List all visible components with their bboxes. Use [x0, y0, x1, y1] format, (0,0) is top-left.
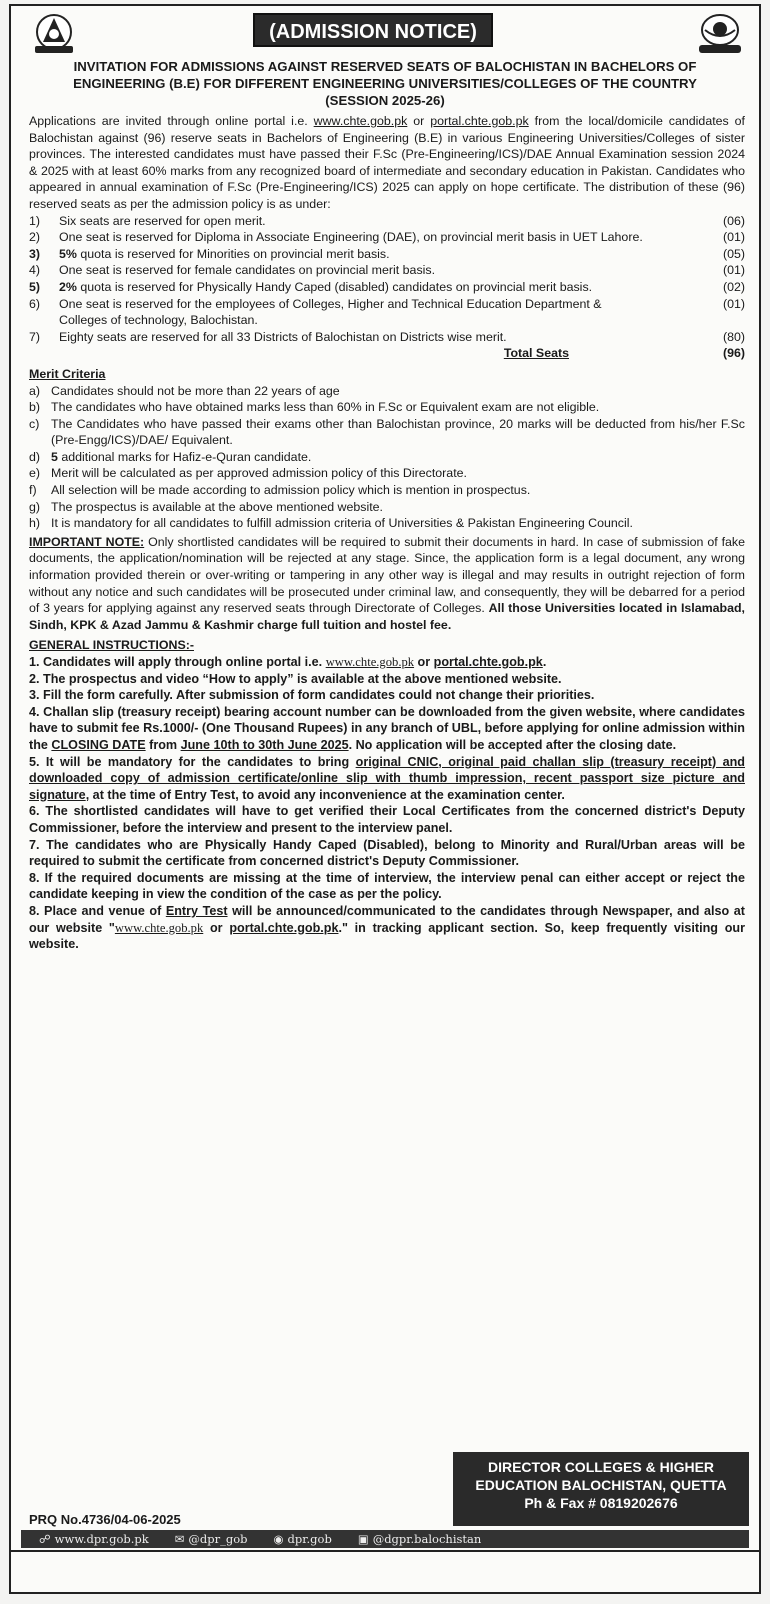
instruction-item	[29, 903, 745, 953]
seat-distribution-list	[29, 213, 745, 362]
seat-number: 6)	[29, 296, 41, 311]
merit-criteria-list	[29, 383, 745, 532]
seat-item	[29, 213, 745, 230]
criteria-text-rest: additional marks for Hafiz-e-Quran candidate.	[57, 449, 312, 464]
criteria-text: Candidates should not be more than 22 years of age	[51, 383, 340, 398]
instruction-text: .	[542, 655, 547, 669]
instruction-text: , at the time of Entry Test, to avoid any inconvenience at the examination center.	[85, 787, 565, 802]
seat-item	[29, 229, 745, 246]
total-seats-row	[29, 345, 745, 362]
seat-count: (01)	[722, 296, 745, 311]
criteria-text: The Candidates who have passed their exams other than Balochistan province, 20 marks will be deducted from his/her F.Sc (Pre-Engg/ICS)/DAE/ Equivalent.	[51, 416, 745, 448]
social-media-strip	[21, 1530, 749, 1548]
director-phone: Ph & Fax # 0819202676	[524, 1495, 678, 1511]
seat-item	[29, 279, 745, 296]
criteria-item	[29, 383, 745, 400]
instruction-item: 7. The candidates who are Physically Handy Caped (Disabled), belong to Minority and Rural/Urban areas will be required to submit the certificate from concerned district's Deputy Commissioner.	[29, 837, 745, 869]
instruction-text: 1. Candidates will apply through online portal i.e.	[29, 655, 326, 669]
criteria-text: The candidates who have obtained marks less than 60% in F.Sc or Equivalent exam are not eligible.	[51, 400, 600, 415]
criteria-text: It is mandatory for all candidates to fulfill admission criteria of Universities & Pakistan Engineering Council.	[51, 516, 633, 531]
instruction-text: from	[145, 737, 181, 752]
closing-date-range: June 10th to 30th June 2025	[180, 737, 349, 752]
chte-website-link[interactable]: www.chte.gob.pk	[313, 114, 408, 128]
instruction-item: 2. The prospectus and video “How to apply” is available at the above mentioned website.	[29, 671, 562, 686]
prq-number: PRQ No.4736/04-06-2025	[29, 1512, 181, 1527]
instruction-item	[29, 654, 745, 671]
social-instagram-text: dpr.gob	[287, 1532, 332, 1546]
bottom-divider	[11, 1550, 759, 1592]
notice-header	[11, 6, 759, 64]
closing-date-label: CLOSING DATE	[51, 737, 146, 752]
portal-link[interactable]: portal.chte.gob.pk	[229, 920, 339, 935]
directorate-seal-logo	[695, 12, 745, 56]
seat-text-rest: quota is reserved for Minorities on provincial merit basis.	[76, 246, 390, 261]
director-office-line: EDUCATION BALOCHISTAN, QUETTA	[475, 1477, 727, 1493]
criteria-item	[29, 499, 745, 516]
important-note	[29, 534, 745, 634]
globe-icon: ☍	[39, 1532, 51, 1546]
notice-headline: INVITATION FOR ADMISSIONS AGAINST RESERVED SEATS OF BALOCHISTAN IN BACHELORS OF ENGINEERING (B.E) FOR DIFFERENT ENGINEERING UNIVERSITIES/COLLEGES OF THE COUNTRY (SESSION 2025-26)	[73, 59, 697, 108]
entry-test-label: Entry Test	[165, 903, 228, 918]
total-seats-count: (96)	[722, 346, 745, 361]
seat-number: 3)	[29, 246, 41, 261]
criteria-text: Merit will be calculated as per approved admission policy of this Directorate.	[51, 466, 467, 481]
criteria-letter: e)	[29, 466, 41, 481]
instruction-text: 5. It will be mandatory for the candidates to bring	[29, 754, 356, 769]
criteria-bold: 5	[51, 449, 58, 464]
instruction-text: ." in tracking applicant section. So, keep frequently visiting our website.	[29, 920, 746, 952]
seat-item	[29, 329, 745, 346]
instruction-text: 8. Place and venue of	[29, 903, 166, 918]
government-emblem-logo	[29, 12, 79, 56]
criteria-letter: b)	[29, 400, 41, 415]
social-instagram[interactable]	[274, 1530, 332, 1548]
criteria-item	[29, 465, 745, 482]
twitter-icon: ✉	[174, 1532, 185, 1546]
seat-count: (01)	[722, 263, 745, 278]
intro-text: or	[407, 114, 431, 128]
social-website-text: www.dpr.gob.pk	[54, 1532, 149, 1546]
seat-text	[59, 279, 667, 296]
seat-count: (05)	[722, 246, 745, 261]
criteria-letter: g)	[29, 499, 41, 514]
general-instructions-heading: GENERAL INSTRUCTIONS:-	[29, 638, 194, 653]
seat-item	[29, 246, 745, 263]
criteria-letter: d)	[29, 449, 41, 464]
criteria-letter: c)	[29, 416, 40, 431]
seat-number: 7)	[29, 329, 41, 344]
criteria-letter: a)	[29, 383, 41, 398]
intro-paragraph	[29, 113, 745, 213]
seat-count: (06)	[722, 213, 745, 228]
instagram-icon: ◉	[273, 1532, 284, 1546]
seat-text: Six seats are reserved for open merit.	[59, 213, 266, 228]
criteria-letter: h)	[29, 516, 41, 531]
instruction-text: 4. Challan slip (treasury receipt) bearing account number can be downloaded from the given website, where candidates have to submit fee Rs.1000/- (One Thousand Rupees) in any branch of UBL, before applying for online admission within the	[29, 704, 745, 752]
seat-percent: 5%	[59, 246, 77, 261]
instruction-item: 3. Fill the form carefully. After submission of form candidates could not change their priorities.	[29, 688, 595, 703]
portal-link[interactable]: portal.chte.gob.pk	[433, 655, 543, 669]
chte-website-link[interactable]: www.chte.gob.pk	[325, 655, 415, 669]
notice-body	[11, 113, 759, 953]
criteria-text: All selection will be made according to admission policy which is mention in prospectus.	[51, 483, 531, 498]
social-twitter-text: @dpr_gob	[188, 1532, 248, 1546]
important-note-text: Only shortlisted candidates will be required to submit their documents in hard. In case of submission of fake documents, the application/nomination will be rejected at any stage. Since, the application form is a legal document, any wrong information provided therein or over-writing or tampering in any other way is illegal and may results in outright rejection of form without any notice and such candidates will be prosecuted under criminal law, and consequently, they will be debarred for a period of 3 years for applying against any reserved seats through Directorate of Colleges.	[29, 534, 746, 616]
seat-text: Eighty seats are reserved for all 33 Districts of Balochistan on Districts wise merit.	[59, 329, 507, 344]
seat-percent: 2%	[59, 279, 77, 294]
instruction-item: 6. The shortlisted candidates will have to get verified their Local Certificates from the concerned district's Deputy Commissioner, before the interview and present to the interview panel.	[29, 804, 745, 835]
seat-number: 5)	[29, 279, 41, 294]
instruction-item	[29, 704, 745, 754]
criteria-item	[29, 515, 745, 532]
seat-number: 2)	[29, 230, 41, 245]
social-facebook[interactable]	[358, 1530, 481, 1548]
facebook-icon: ▣	[357, 1532, 369, 1546]
required-documents-text: original CNIC, original paid challan slip (treasury receipt) and downloaded copy of admission certificate/online slip with thumb impression, recent passport size picture and signature	[29, 754, 745, 802]
instruction-text: . No application will be accepted after the closing date.	[348, 737, 677, 752]
seat-count: (02)	[722, 279, 745, 294]
criteria-item	[29, 416, 745, 449]
social-facebook-text: @dgpr.balochistan	[372, 1532, 482, 1546]
seat-item	[29, 262, 745, 279]
total-seats-label: Total Seats	[503, 346, 569, 361]
notice-title: (ADMISSION NOTICE)	[253, 13, 493, 47]
intro-text: from the local/domicile candidates of Balochistan against (96) reserve seats in Bachelors of Engineering (B.E) in various Engineering Universities/Colleges of sister provinces. The interested candidates must have passed their F.Sc (Pre-Engineering/ICS)/DAE Annual Examination session 2024 & 2025 with at least 60% marks from any recognized board of intermediate and secondary education in Pakistan. Candidates who appeared in annual examination of F.Sc (Pre-Engineering/ICS) 2025 can apply on hope certificate. The distribution of these (96) reserved seats as per the admission policy is as under:	[29, 114, 745, 211]
seat-text: One seat is reserved for the employees of Colleges, Higher and Technical Education Department & Colleges of technology, Balochistan.	[59, 296, 602, 328]
seat-text: One seat is reserved for female candidates on provincial merit basis.	[59, 263, 436, 278]
seat-count: (80)	[722, 329, 745, 344]
criteria-text	[51, 449, 745, 466]
seat-number: 1)	[29, 213, 41, 228]
intro-text: Applications are invited through online portal i.e.	[29, 114, 314, 128]
criteria-letter: f)	[29, 483, 37, 498]
seat-text: One seat is reserved for Diploma in Associate Engineering (DAE), on provincial merit basis in UET Lahore.	[59, 230, 643, 245]
criteria-item	[29, 449, 745, 466]
portal-link[interactable]: portal.chte.gob.pk	[430, 114, 529, 128]
social-twitter[interactable]	[175, 1530, 248, 1548]
criteria-text: The prospectus is available at the above mentioned website.	[51, 499, 383, 514]
seat-number: 4)	[29, 263, 41, 278]
director-title-line: DIRECTOR COLLEGES & HIGHER	[487, 1459, 715, 1475]
instruction-text: will be announced/communicated to the candidates through Newspaper, and also at our website "	[29, 903, 745, 935]
notice-footer	[11, 1432, 759, 1592]
criteria-item	[29, 399, 745, 416]
criteria-item	[29, 482, 745, 499]
seat-count: (01)	[722, 230, 745, 245]
important-note-label: IMPORTANT NOTE:	[29, 534, 145, 549]
merit-criteria-heading: Merit Criteria	[29, 366, 106, 381]
admission-notice	[9, 4, 761, 1594]
instruction-text: or	[203, 920, 230, 935]
social-website[interactable]	[39, 1530, 149, 1548]
seat-text	[59, 246, 667, 263]
instruction-item	[29, 754, 745, 804]
seat-text-rest: quota is reserved for Physically Handy Caped (disabled) candidates on provincial merit basis.	[76, 279, 593, 294]
instruction-text: or	[414, 655, 434, 669]
chte-website-link[interactable]: www.chte.gob.pk	[114, 920, 204, 935]
director-signature-box	[453, 1452, 749, 1526]
instruction-item: 8. If the required documents are missing at the time of interview, the interview penal can either accept or reject the candidate keeping in view the condition of the case as per the policy.	[29, 870, 745, 902]
important-note-fee-text: All those Universities located in Islamabad, Sindh, KPK & Azad Jammu & Kashmir charge full tuition and hostel fee.	[29, 601, 745, 632]
seat-item	[29, 296, 745, 329]
